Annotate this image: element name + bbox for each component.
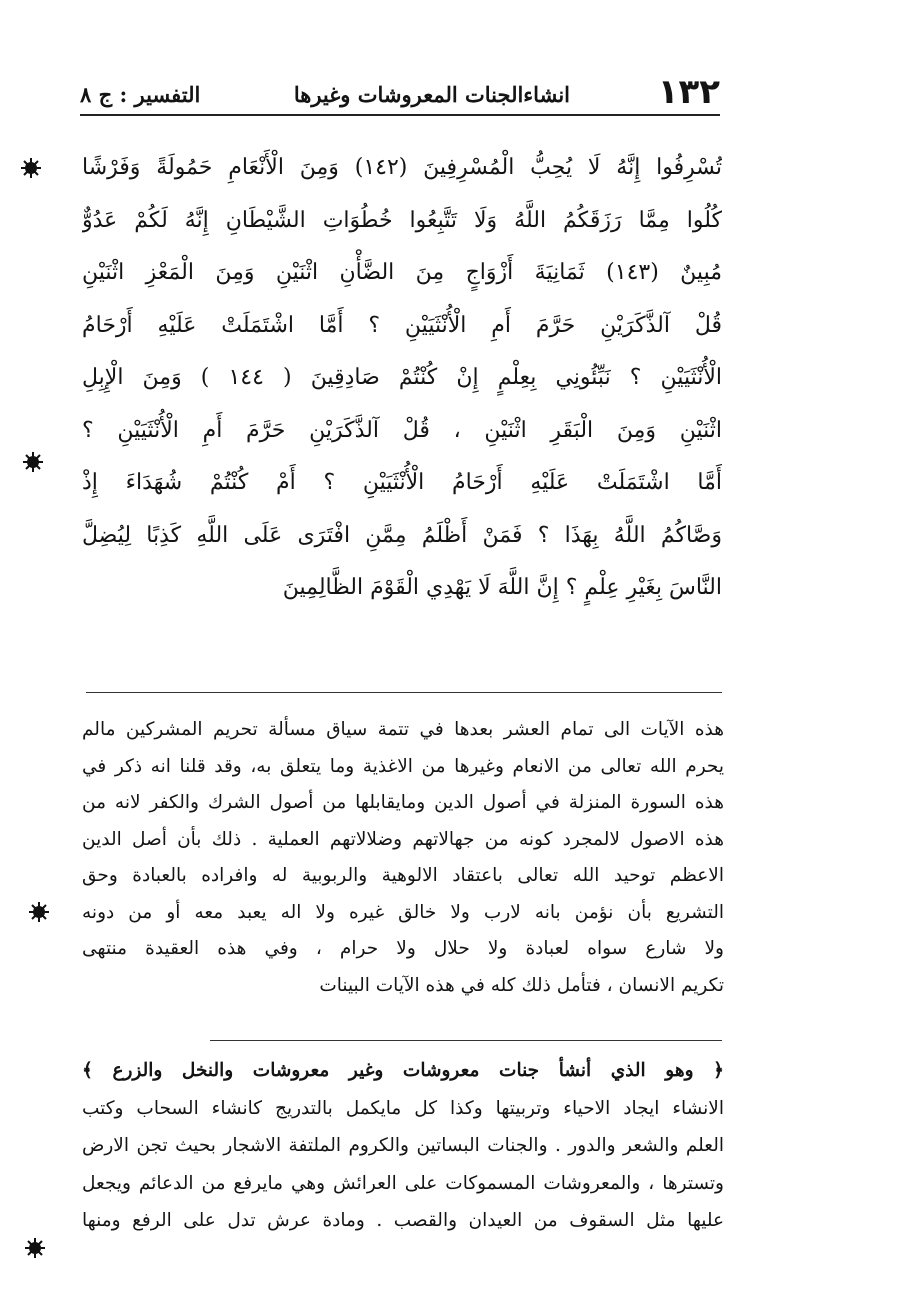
commentary-line: التشريع بأن نؤمن بانه لارب ولا خالق غيره ولا اله يعبد معه أو من دونه — [82, 901, 724, 923]
verse-line: النَّاسَ بِغَيْرِ عِلْمٍ ؟ إِنَّ اللَّهَ لَا يَهْدِي الْقَوْمَ الظَّالِمِينَ — [282, 575, 722, 600]
verse-line: اثْنَيْنِ وَمِنَ الْبَقَرِ اثْنَيْنِ ، قُلْ آلذَّكَرَيْنِ حَرَّمَ أَمِ الْأُنْثَيَيْنِ ؟ — [82, 417, 722, 443]
verse-line: الْأُنْثَيَيْنِ ؟ نَبِّئُونِي بِعِلْمٍ إِنْ كُنْتُمْ صَادِقِينَ ( ١٤٤ ) وَمِنَ الْإِبِلِ — [82, 365, 722, 390]
verse-line: مُبِينٌ (١٤٣) ثَمَانِيَةَ أَزْوَاجٍ مِنَ الضَّأْنِ اثْنَيْنِ وَمِنَ الْمَعْزِ اثْنَيْنِ — [82, 260, 722, 285]
commentary-line: يحرم الله تعالى من الانعام وغيرها من الاغذية وما يتعلق به، وقد قلنا انه ذكر في — [82, 755, 724, 777]
verse-quote: ﴿ وهو الذي أنشأ جنات معروشات وغير معروشات والنخل والزرع ﴾ — [82, 1060, 724, 1081]
commentary-line: هذه الاصول لالمجرد كونه من جهالاتهم وضلالاتهم العملية . ذلك بأن أصل الدين — [82, 828, 724, 850]
commentary-line: تكريم الانسان ، فتأمل ذلك كله في هذه الآيات البينات — [319, 974, 724, 996]
margin-ornament-icon — [28, 901, 50, 923]
commentary-paragraph — [82, 712, 724, 1004]
verse-quote-line — [82, 1052, 724, 1090]
running-title: انشاءالجنات المعروشات وغيرها — [293, 82, 570, 107]
tafsir-line: عليها مثل السقوف من العيدان والقصب . ومادة عرش تدل على الرفع ومنها — [82, 1210, 724, 1231]
tafsir-line: وتسترها ، والمعروشات المسموكات على العرائش وهي مايرفع من الدعائم ويجعل — [82, 1172, 724, 1194]
commentary-line: الاعظم توحيد الله تعالى باعتقاد الالوهية والربوبية له وافراده بالعبادة وحق — [82, 865, 724, 886]
margin-ornament-icon — [20, 157, 42, 179]
commentary-line: هذه السورة المنزلة في أصول الدين ومايقابلها من أصول الشرك والكفر لانه من — [82, 792, 724, 813]
page-number: ١٣٢ — [657, 72, 720, 112]
tafsir-line: الانشاء ايجاد الاحياء وتربيتها وكذا كل مايكمل بالتدريج كانشاء السحاب وكتب — [82, 1097, 724, 1119]
margin-ornament-icon — [22, 451, 44, 473]
margin-ornament-icon — [24, 1237, 46, 1259]
verse-line: قُلْ آلذَّكَرَيْنِ حَرَّمَ أَمِ الْأُنْثَيَيْنِ ؟ أَمَّا اشْتَمَلَتْ عَلَيْهِ أَرْحَامُ — [82, 312, 722, 338]
section-label: التفسير : ج ٨ — [80, 82, 201, 107]
subsection-divider — [210, 1040, 722, 1041]
quran-verses — [82, 142, 722, 615]
page-header — [80, 72, 720, 116]
tafsir-line: العلم والشعر والدور . والجنات البساتين والكروم الملتفة الاشجار بحيث تجن الارض — [82, 1135, 724, 1156]
commentary-line: هذه الآيات الى تمام العشر بعدها في تتمة سياق مسألة تحريم المشركين مالم — [82, 719, 724, 740]
tafsir-paragraph — [82, 1052, 724, 1240]
verse-line: وَصَّاكُمُ اللَّهُ بِهَذَا ؟ فَمَنْ أَظْلَمُ مِمَّنِ افْتَرَى عَلَى اللَّهِ كَذِبًا لِيُضِلَّ — [82, 522, 722, 548]
commentary-line: ولا شارع سواه لعبادة ولا حلال ولا حرام ، وفي هذه العقيدة منتهى — [82, 938, 724, 959]
verse-line: تُسْرِفُوا إِنَّهُ لَا يُحِبُّ الْمُسْرِفِينَ (١٤٢) وَمِنَ الْأَنْعَامِ حَمُولَةً وَفَرْشًا — [82, 155, 722, 180]
verse-line: أَمَّا اشْتَمَلَتْ عَلَيْهِ أَرْحَامُ الْأُنْثَيَيْنِ ؟ أَمْ كُنْتُمْ شُهَدَاءَ إِذْ — [82, 470, 722, 495]
section-divider — [86, 692, 722, 693]
verse-line: كُلُوا مِمَّا رَزَقَكُمُ اللَّهُ وَلَا تَتَّبِعُوا خُطُوَاتِ الشَّيْطَانِ إِنَّهُ لَكُمْ عَدُوٌّ — [82, 207, 722, 233]
